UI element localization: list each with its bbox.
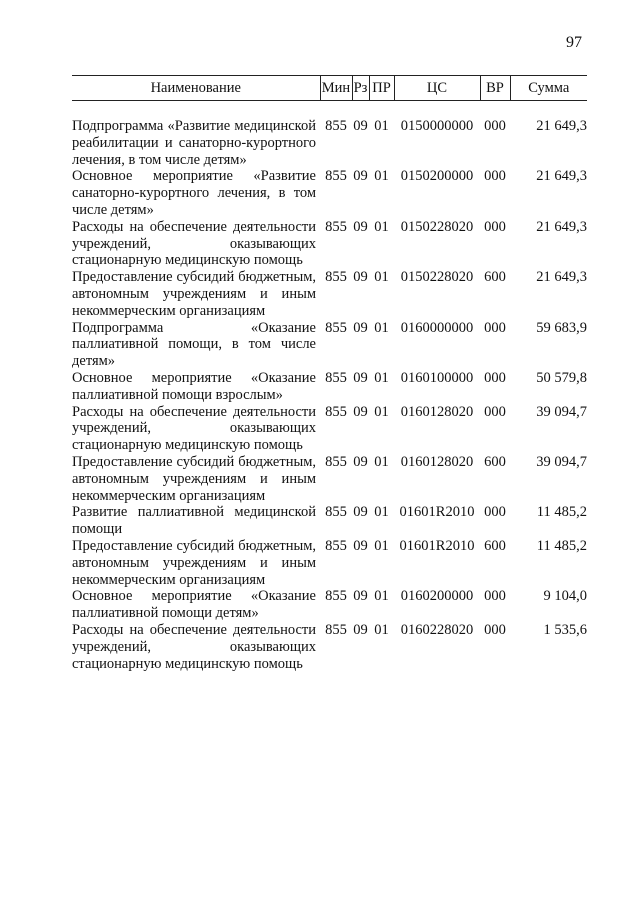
header-name: Наименование bbox=[72, 76, 320, 101]
row-min: 855 bbox=[325, 403, 347, 420]
header-rz: Рз bbox=[352, 76, 369, 101]
row-sum: 39 094,7 bbox=[536, 453, 587, 470]
row-cs: 0160200000 bbox=[400, 588, 474, 605]
row-vr: 000 bbox=[484, 588, 506, 605]
row-sum: 21 649,3 bbox=[536, 269, 587, 286]
row-min: 855 bbox=[325, 319, 347, 336]
row-name: Основное мероприятие «Развитие санаторно-курортного лечения, в том числе детям» bbox=[72, 168, 316, 218]
table-row bbox=[72, 269, 587, 319]
row-min: 855 bbox=[325, 537, 347, 554]
row-pr: 01 bbox=[374, 369, 389, 386]
row-vr: 000 bbox=[484, 369, 506, 386]
row-min: 855 bbox=[325, 453, 347, 470]
row-min: 855 bbox=[325, 369, 347, 386]
table-row bbox=[72, 622, 587, 672]
row-name: Предоставление субсидий бюджетным, автономным учреждениям и иным некоммерческим организациям bbox=[72, 453, 316, 504]
row-rz: 09 bbox=[353, 537, 368, 554]
header-pr: ПР bbox=[369, 76, 394, 101]
row-name: Расходы на обеспечение деятельности учреждений, оказывающих стационарную медицинскую помощь bbox=[72, 621, 316, 672]
row-vr: 000 bbox=[484, 403, 506, 420]
row-min: 855 bbox=[325, 504, 347, 521]
row-vr: 600 bbox=[484, 269, 506, 286]
header-sum: Сумма bbox=[510, 76, 587, 101]
row-rz: 09 bbox=[353, 168, 368, 185]
row-sum: 11 485,2 bbox=[536, 537, 587, 554]
row-name: Подпрограмма «Развитие медицинской реабилитации и санаторно-курортного лечения, в том числе детям» bbox=[72, 118, 316, 168]
header-cs: ЦС bbox=[394, 76, 480, 101]
row-sum: 9 104,0 bbox=[543, 588, 587, 605]
row-name: Развитие паллиативной медицинской помощи bbox=[72, 504, 316, 538]
row-cs: 0150000000 bbox=[400, 118, 474, 134]
table-row bbox=[72, 168, 587, 218]
row-rz: 09 bbox=[353, 218, 368, 235]
row-vr: 600 bbox=[484, 537, 506, 554]
row-min: 855 bbox=[325, 588, 347, 605]
row-cs: 0160100000 bbox=[400, 369, 474, 386]
row-cs: 0160128020 bbox=[400, 453, 474, 470]
row-sum: 21 649,3 bbox=[536, 218, 587, 235]
table-row bbox=[72, 588, 587, 622]
row-min: 855 bbox=[325, 218, 347, 235]
row-pr: 01 bbox=[374, 504, 389, 521]
row-rz: 09 bbox=[353, 369, 368, 386]
row-sum: 50 579,8 bbox=[536, 369, 587, 386]
table-row bbox=[72, 320, 587, 370]
row-min: 855 bbox=[325, 621, 347, 638]
row-pr: 01 bbox=[374, 168, 389, 185]
row-pr: 01 bbox=[374, 537, 389, 554]
row-pr: 01 bbox=[374, 269, 389, 286]
row-rz: 09 bbox=[353, 504, 368, 521]
table-row bbox=[72, 219, 587, 269]
row-name: Расходы на обеспечение деятельности учреждений, оказывающих стационарную медицинскую помощь bbox=[72, 403, 316, 454]
row-rz: 09 bbox=[353, 453, 368, 470]
row-cs: 0160000000 bbox=[400, 319, 474, 336]
row-pr: 01 bbox=[374, 118, 389, 134]
row-cs: 0150228020 bbox=[400, 269, 474, 286]
row-name: Предоставление субсидий бюджетным, автономным учреждениям и иным некоммерческим организациям bbox=[72, 537, 316, 588]
row-vr: 000 bbox=[484, 168, 506, 185]
row-pr: 01 bbox=[374, 218, 389, 235]
row-rz: 09 bbox=[353, 403, 368, 420]
row-rz: 09 bbox=[353, 269, 368, 286]
header-vr: ВР bbox=[480, 76, 510, 101]
row-min: 855 bbox=[325, 168, 347, 185]
row-cs: 0150228020 bbox=[400, 218, 474, 235]
row-pr: 01 bbox=[374, 403, 389, 420]
row-cs: 0160128020 bbox=[400, 403, 474, 420]
row-pr: 01 bbox=[374, 621, 389, 638]
table-row bbox=[72, 538, 587, 588]
row-sum: 21 649,3 bbox=[536, 168, 587, 185]
table-row bbox=[72, 454, 587, 504]
row-sum: 21 649,3 bbox=[536, 118, 587, 134]
row-rz: 09 bbox=[353, 118, 368, 134]
budget-table bbox=[72, 75, 587, 672]
table-row bbox=[72, 504, 587, 538]
row-vr: 000 bbox=[484, 504, 506, 521]
row-cs: 01601R2010 bbox=[399, 504, 475, 521]
row-sum: 11 485,2 bbox=[536, 504, 587, 521]
row-sum: 1 535,6 bbox=[543, 621, 587, 638]
page-number: 97 bbox=[566, 34, 582, 51]
row-vr: 000 bbox=[484, 621, 506, 638]
row-vr: 000 bbox=[484, 118, 506, 134]
row-name: Основное мероприятие «Оказание паллиативной помощи взрослым» bbox=[72, 369, 316, 403]
row-sum: 59 683,9 bbox=[536, 319, 587, 336]
row-pr: 01 bbox=[374, 319, 389, 336]
row-rz: 09 bbox=[353, 621, 368, 638]
row-cs: 0150200000 bbox=[400, 168, 474, 185]
table-header-row bbox=[72, 76, 587, 101]
table-row bbox=[72, 404, 587, 454]
row-rz: 09 bbox=[353, 588, 368, 605]
row-pr: 01 bbox=[374, 588, 389, 605]
row-vr: 600 bbox=[484, 453, 506, 470]
table-row bbox=[72, 370, 587, 404]
row-vr: 000 bbox=[484, 319, 506, 336]
row-vr: 000 bbox=[484, 218, 506, 235]
row-name: Подпрограмма «Оказание паллиативной помощи, в том числе детям» bbox=[72, 319, 316, 370]
header-min: Мин bbox=[320, 76, 352, 101]
row-name: Расходы на обеспечение деятельности учреждений, оказывающих стационарную медицинскую помощь bbox=[72, 218, 316, 269]
row-sum: 39 094,7 bbox=[536, 403, 587, 420]
row-pr: 01 bbox=[374, 453, 389, 470]
row-cs: 0160228020 bbox=[400, 621, 474, 638]
table-row bbox=[72, 118, 587, 168]
row-name: Предоставление субсидий бюджетным, автономным учреждениям и иным некоммерческим организациям bbox=[72, 269, 316, 319]
row-name: Основное мероприятие «Оказание паллиативной помощи детям» bbox=[72, 588, 316, 622]
table-body bbox=[72, 101, 587, 673]
row-cs: 01601R2010 bbox=[399, 537, 475, 554]
row-min: 855 bbox=[325, 269, 347, 286]
row-min: 855 bbox=[325, 118, 347, 134]
row-rz: 09 bbox=[353, 319, 368, 336]
